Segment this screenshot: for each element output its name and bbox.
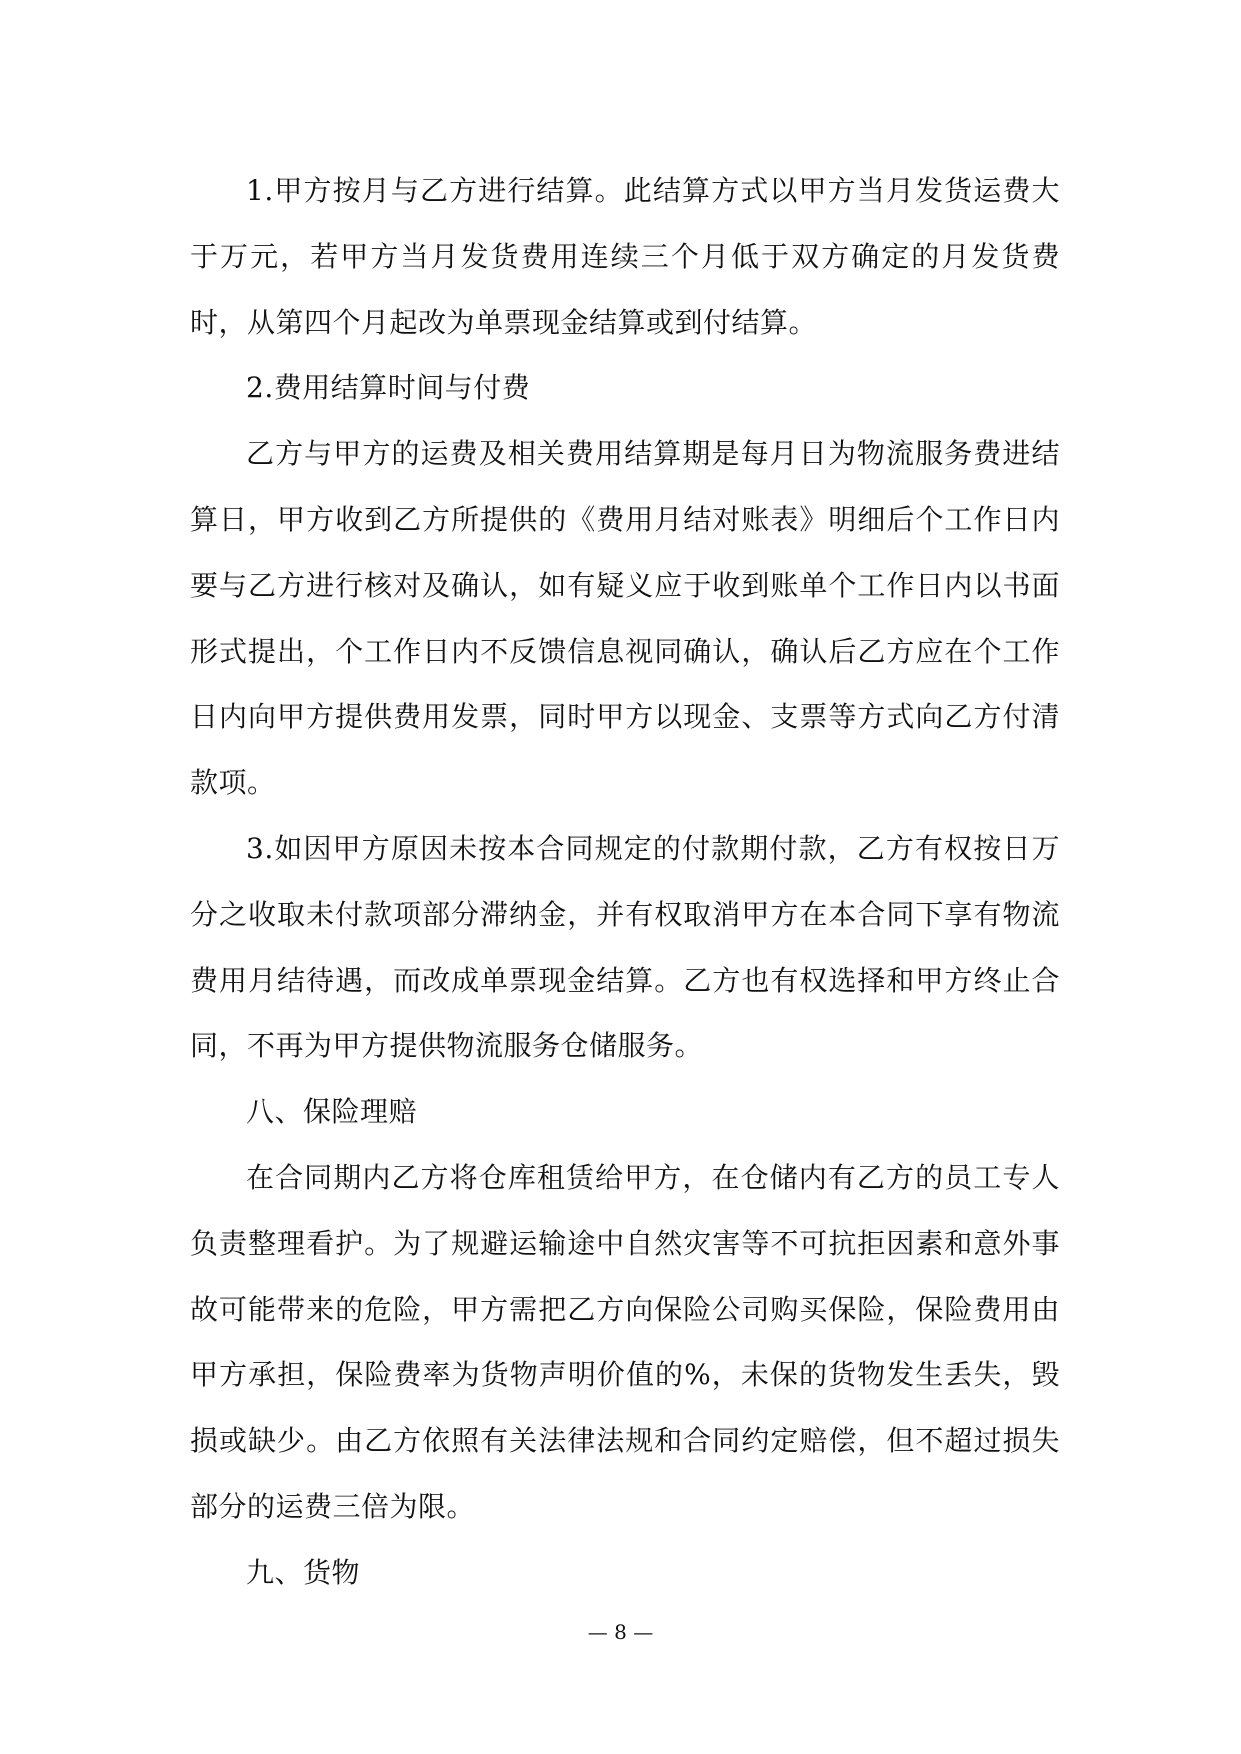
paragraph-monthly-settlement: 1.甲方按月与乙方进行结算。此结算方式以甲方当月发货运费大于万元，若甲方当月发货费用连续三个月低于双方确定的月发货费时，从第四个月起改为单票现金结算或到付结算。 xyxy=(190,174,1060,339)
paragraph-late-payment: 3.如因甲方原因未按本合同规定的付款期付款，乙方有权按日万分之收取未付款项部分滞纳金，并有权取消甲方在本合同下享有物流费用月结待遇，而改成单票现金结算。乙方也有权选择和甲方终止合同，不再为甲方提供物流服务仓储服务。 xyxy=(190,831,1060,1063)
heading-settlement-time: 2.费用结算时间与付费 xyxy=(246,371,531,405)
heading-goods: 九、货物 xyxy=(246,1555,361,1589)
page-number: — 8 — xyxy=(587,1620,654,1644)
heading-insurance-claims: 八、保险理赔 xyxy=(246,1095,418,1129)
paragraph-settlement-period: 乙方与甲方的运费及相关费用结算期是每月日为物流服务费进结算日，甲方收到乙方所提供的《费用月结对账表》明细后个工作日内要与乙方进行核对及确认，如有疑义应于收到账单个工作日内以书面形式提出，个工作日内不反馈信息视同确认，确认后乙方应在个工作日内向甲方提供费用发票，同时甲方以现金、支票等方式向乙方付清款项。 xyxy=(190,437,1060,800)
document-body xyxy=(190,158,1060,1606)
paragraph-insurance: 在合同期内乙方将仓库租赁给甲方，在仓储内有乙方的员工专人负责整理看护。为了规避运输途中自然灾害等不可抗拒因素和意外事故可能带来的危险，甲方需把乙方向保险公司购买保险，保险费用由甲方承担，保险费率为货物声明价值的%，未保的货物发生丢失，毁损或缺少。由乙方依照有关法律法规和合同约定赔偿，但不超过损失部分的运费三倍为限。 xyxy=(190,1160,1060,1523)
